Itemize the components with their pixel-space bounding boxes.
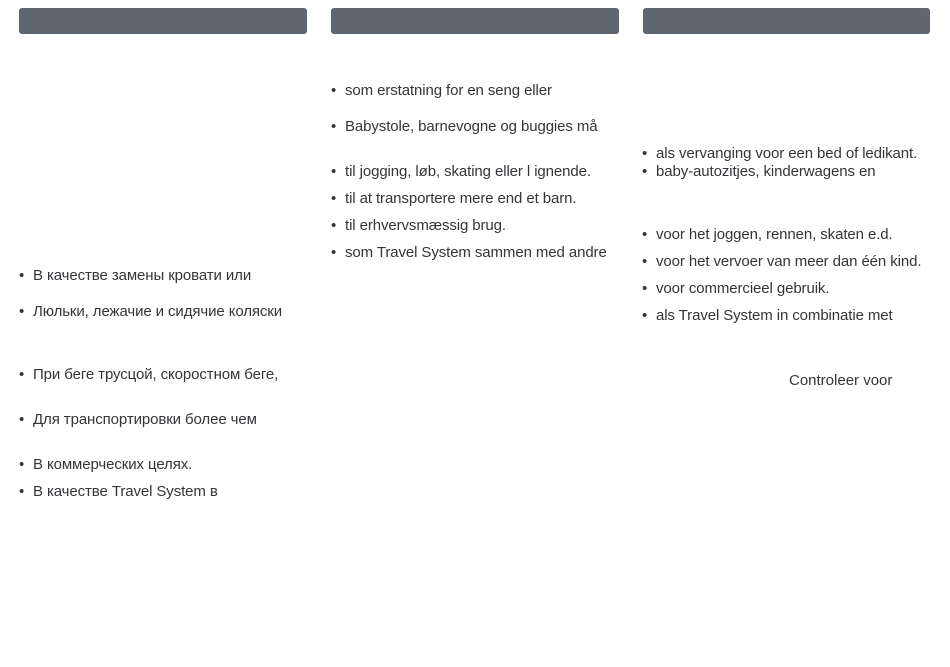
bullet-icon: • <box>331 244 337 261</box>
list-item-text: В качестве замены кровати или <box>33 267 252 284</box>
bullet-icon: • <box>331 118 337 135</box>
list-item <box>19 483 218 501</box>
list-item-text: til jogging, løb, skating eller l ignende. <box>345 163 591 180</box>
bullet-icon: • <box>331 163 337 180</box>
list-item <box>331 190 576 208</box>
list-item-text: В коммерческих целях. <box>33 456 193 473</box>
list-item <box>331 217 506 235</box>
list-item <box>331 244 607 262</box>
list-item-text: som erstatning for en seng eller <box>345 82 552 99</box>
list-item <box>19 411 257 429</box>
list-item <box>331 82 552 100</box>
bullet-icon: • <box>642 280 648 297</box>
list-item <box>642 145 917 163</box>
bullet-icon: • <box>19 456 25 473</box>
list-item-text: som Travel System sammen med andre <box>345 244 607 261</box>
bullet-icon: • <box>19 483 25 500</box>
list-item-text: voor het vervoer van meer dan één kind. <box>656 253 922 270</box>
list-item-text: Для транспортировки более чем <box>33 411 257 428</box>
list-item <box>331 163 591 181</box>
list-item-text: til erhvervsmæssig brug. <box>345 217 506 234</box>
bullet-icon: • <box>19 411 25 428</box>
column-header-bar-nl <box>643 8 930 34</box>
list-item-text: baby-autozitjes, kinderwagens en <box>656 163 876 180</box>
list-item-text: Babystole, barnevogne og buggies må <box>345 118 598 135</box>
list-item-text: voor commercieel gebruik. <box>656 280 830 297</box>
list-item <box>19 267 251 285</box>
bullet-icon: • <box>19 267 25 284</box>
list-item <box>19 303 282 321</box>
list-item <box>642 253 921 271</box>
list-item <box>19 456 192 474</box>
list-item-text: til at transportere mere end et barn. <box>345 190 577 207</box>
list-item-text: При беге трусцой, скоростном беге, <box>33 366 279 383</box>
note-text: Controleer voor <box>789 372 893 389</box>
bullet-icon: • <box>642 163 648 180</box>
list-item-text: als Travel System in combinatie met <box>656 307 893 324</box>
list-item <box>642 280 829 298</box>
bullet-icon: • <box>642 145 648 162</box>
bullet-icon: • <box>642 307 648 324</box>
list-item <box>331 118 598 136</box>
list-item-text: als vervanging voor een bed of ledikant. <box>656 145 918 162</box>
list-item <box>642 307 893 325</box>
bullet-icon: • <box>331 82 337 99</box>
bullet-icon: • <box>642 253 648 270</box>
list-item <box>642 226 893 244</box>
list-item-text: Люльки, лежачие и сидячие коляски <box>33 303 283 320</box>
bullet-icon: • <box>331 217 337 234</box>
bullet-icon: • <box>642 226 648 243</box>
column-header-bar-ru <box>19 8 307 34</box>
list-item-text: voor het joggen, rennen, skaten e.d. <box>656 226 893 243</box>
list-item <box>642 163 875 181</box>
bullet-icon: • <box>19 303 25 320</box>
bullet-icon: • <box>19 366 25 383</box>
column-header-bar-da <box>331 8 619 34</box>
bullet-icon: • <box>331 190 337 207</box>
list-item-text: В качестве Travel System в <box>33 483 218 500</box>
list-item <box>19 366 278 384</box>
